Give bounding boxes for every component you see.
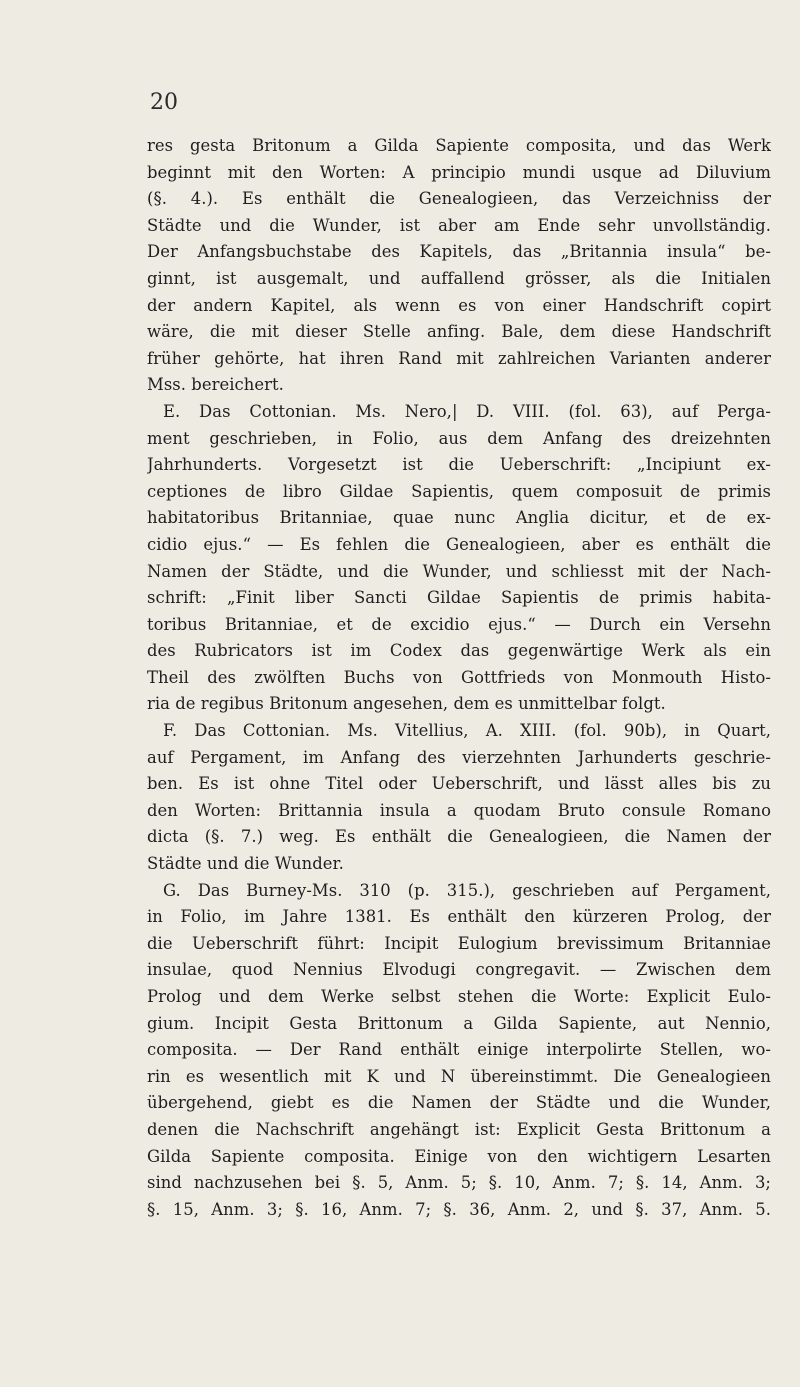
text-line: composita. — Der Rand enthält einige interpolirte Stellen, wo- [147, 1040, 771, 1060]
text-line: wäre, die mit dieser Stelle anfing. Bale, dem diese Handschrift [147, 322, 771, 342]
text-line: denen die Nachschrift angehängt ist: Explicit Gesta Brittonum a [147, 1119, 771, 1139]
body-text [147, 133, 771, 1223]
text-line: F. Das Cottonian. Ms. Vitellius, A. XIII. (fol. 90b), in Quart, [163, 721, 771, 741]
text-line: gium. Incipit Gesta Brittonum a Gilda Sapiente, aut Nennio, [147, 1013, 771, 1033]
text-line: ment geschrieben, in Folio, aus dem Anfang des dreizehnten [147, 428, 771, 448]
text-line: Der Anfangsbuchstabe des Kapitels, das „Britannia insula“ be- [147, 242, 771, 262]
text-line: E. Das Cottonian. Ms. Nero,| D. VIII. (fol. 63), auf Perga- [163, 401, 771, 421]
text-line: schrift: „Finit liber Sancti Gildae Sapientis de primis habita- [147, 588, 771, 608]
text-line: cidio ejus.“ — Es fehlen die Genealogieen, aber es enthält die [147, 534, 771, 554]
text-line: früher gehörte, hat ihren Rand mit zahlreichen Varianten anderer [147, 348, 771, 368]
text-line: G. Das Burney-Ms. 310 (p. 315.), geschrieben auf Pergament, [163, 880, 771, 900]
text-line: des Rubricators ist im Codex das gegenwärtige Werk als ein [147, 641, 771, 661]
text-line: habitatoribus Britanniae, quae nunc Anglia dicitur, et de ex- [147, 508, 771, 528]
text-line: die Ueberschrift führt: Incipit Eulogium brevissimum Britanniae [147, 933, 771, 953]
text-line: Gilda Sapiente composita. Einige von den wichtigern Lesarten [147, 1146, 771, 1166]
text-line: der andern Kapitel, als wenn es von einer Handschrift copirt [147, 295, 771, 315]
text-line: toribus Britanniae, et de excidio ejus.“ — Durch ein Versehn [147, 614, 771, 634]
text-line: ceptiones de libro Gildae Sapientis, quem composuit de primis [147, 481, 771, 501]
text-line: den Worten: Brittannia insula a quodam Bruto consule Romano [147, 800, 771, 820]
text-line: dicta (§. 7.) weg. Es enthält die Genealogieen, die Namen der [147, 827, 771, 847]
text-line: ginnt, ist ausgemalt, und auffallend grösser, als die Initialen [147, 268, 771, 288]
text-line: Theil des zwölften Buchs von Gottfrieds von Monmouth Histo- [147, 667, 771, 687]
text-line: rin es wesentlich mit K und N übereinstimmt. Die Genealogieen [147, 1066, 771, 1086]
text-line: Jahrhunderts. Vorgesetzt ist die Ueberschrift: „Incipiunt ex- [147, 455, 771, 475]
text-line: Namen der Städte, und die Wunder, und schliesst mit der Nach- [147, 561, 771, 581]
text-line: ria de regibus Britonum angesehen, dem es unmittelbar folgt. [147, 694, 666, 714]
text-line: Städte und die Wunder. [147, 854, 344, 874]
text-line: (§. 4.). Es enthält die Genealogieen, das Verzeichniss der [147, 189, 771, 209]
text-line: übergehend, giebt es die Namen der Städte und die Wunder, [147, 1093, 771, 1113]
text-line: Mss. bereichert. [147, 375, 284, 395]
text-line: res gesta Britonum a Gilda Sapiente composita, und das Werk [147, 136, 771, 155]
text-line: Städte und die Wunder, ist aber am Ende sehr unvollständig. [147, 215, 771, 235]
text-line: insulae, quod Nennius Elvodugi congregavit. — Zwischen dem [147, 960, 771, 980]
text-line: Prolog und dem Werke selbst stehen die Worte: Explicit Eulo- [147, 987, 771, 1006]
text-line: sind nachzusehen bei §. 5, Anm. 5; §. 10, Anm. 7; §. 14, Anm. 3; [147, 1173, 771, 1193]
text-line: auf Pergament, im Anfang des vierzehnten Jarhunderts geschrie- [147, 747, 771, 767]
text-line: in Folio, im Jahre 1381. Es enthält den kürzeren Prolog, der [147, 907, 771, 927]
text-line: ben. Es ist ohne Titel oder Ueberschrift, und lässt alles bis zu [147, 774, 771, 794]
page-number: 20 [150, 90, 178, 115]
text-line: beginnt mit den Worten: A principio mundi usque ad Diluvium [147, 162, 771, 182]
text-line: §. 15, Anm. 3; §. 16, Anm. 7; §. 36, Anm. 2, und §. 37, Anm. 5. [147, 1199, 771, 1219]
